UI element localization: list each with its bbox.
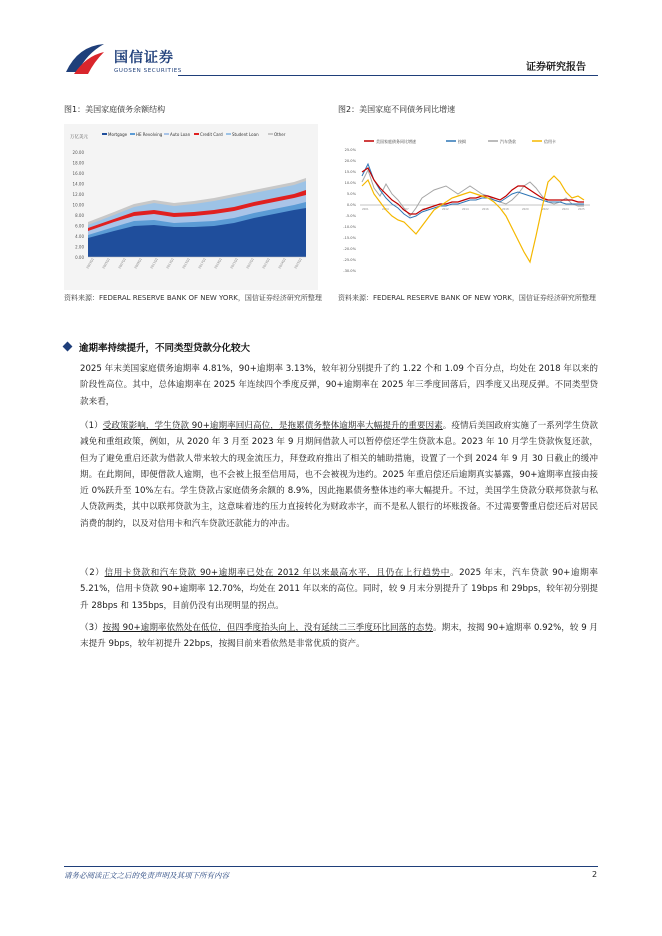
legend-credit-card: Credit Card	[200, 132, 223, 137]
legend-student-loan: Student Loan	[232, 132, 259, 137]
figure2-source: 资料来源：FEDERAL RESERVE BANK OF NEW YORK，国信证券经济研究所整理	[338, 294, 596, 302]
svg-text:-10.0%: -10.0%	[343, 225, 356, 229]
document-type: 证券研究报告	[526, 62, 586, 73]
svg-text:2020: 2020	[522, 208, 529, 211]
paragraph-2: （1）受政策影响，学生贷款 90+逾期率回归高位，是拖累债务整体逾期率大幅提升的重要因素。疫情后美国政府实施了一系列学生贷款减免和重组政策，例如，从 2020 年 3 月至 2023 年 9 月期间借款人可以暂停偿还学生贷款本息。2023 年 10 月学生贷款恢复还款，但为了避免重启还款为借款人带来较大的现金流压力，拜登政府推出了相关的辅助措施，设置了一个到 2024 年 9 月 30 日截止的缓冲期。在此期间，即便借款人逾期，也不会被上报至信用局，也不会被视为违约。2025 年重启偿还后逾期真实暴露，90+逾期率直接由接近 0%跃升至 10%左右。学生贷款占家庭债务余额的 8.9%，因此拖累债务整体违约率大幅提升。不过，美国学生贷款分联邦贷款与私人贷款两类，其中以联邦贷款为主，这意味着违约压力直接转化为财政赤字，而不是私人银行的坏账拨备。不过需要警重启偿还后对居民消费的制约，以及对信用卡和汽车贷款还款能力的冲击。	[80, 421, 598, 529]
legend-household-debt: 美国家庭债务同比增速	[376, 139, 416, 144]
legend-auto-loan: Auto Loan	[170, 132, 191, 137]
figure1-title: 图1：美国家庭债务余额结构	[64, 105, 166, 114]
svg-text:-25.0%: -25.0%	[343, 258, 356, 262]
svg-text:2025: 2025	[578, 208, 585, 211]
svg-text:2022Q1: 2022Q1	[245, 257, 255, 270]
svg-text:2019Q1: 2019Q1	[213, 257, 223, 270]
svg-text:20.00: 20.00	[72, 150, 84, 155]
company-logo	[64, 42, 106, 76]
svg-text:10.00: 10.00	[72, 202, 84, 208]
legend-auto-loan: 汽车贷款	[500, 139, 516, 144]
paragraph-3-key-point: 信用卡贷款和汽车贷款 90+逾期率已处在 2012 年以来最高水平，且仍在上行趋势中	[104, 568, 450, 578]
legend-other: Other	[274, 132, 286, 137]
svg-text:2001: 2001	[362, 208, 369, 211]
section-title-text: 逾期率持续提升，不同类型贷款分化较大	[79, 343, 251, 354]
legend-he-revolving: HE Revolving	[136, 132, 163, 137]
figure1-unit: 万亿美元	[70, 135, 88, 140]
paragraph-4-key-point: 按揭 90+逾期率依然处在低位，但四季度抬头向上，没有延续二三季度环比回落的态势	[102, 623, 433, 633]
svg-text:25.0%: 25.0%	[344, 148, 356, 152]
svg-text:12.00: 12.00	[72, 192, 84, 197]
svg-text:15.0%: 15.0%	[344, 170, 356, 174]
figure2-title: 图2：美国家庭不同债务同比增速	[338, 105, 456, 114]
svg-text:2024: 2024	[562, 208, 569, 211]
svg-text:2022: 2022	[542, 208, 549, 211]
svg-text:-30.0%: -30.0%	[343, 269, 356, 273]
svg-text:2013Q1: 2013Q1	[165, 257, 175, 270]
paragraph-1: 2025 年末美国家庭债务逾期率 4.81%，90+逾期率 3.13%，较年初分别提升了约 1.22 个和 1.09 个百分点，均处在 2018 年以来的阶段性高位。其中，总体逾期率在 2025 年连续四个季度反弹，90+逾期率在 2025 年三季度回落后，四季度又出现反弹。不同类型贷款来看，	[80, 364, 598, 407]
paragraph-4: （3）按揭 90+逾期率依然处在低位，但四季度抬头向上，没有延续二三季度环比回落的态势。期末，按揭 90+逾期率 0.92%，较 9 月末提升 9bps，较年初提升 22bps，按揭目前来看依然是非常优质的资产。	[80, 623, 598, 650]
svg-text:2007: 2007	[402, 208, 409, 211]
figure1-chart	[64, 124, 318, 290]
diamond-bullet-icon	[63, 342, 73, 352]
footer-rule	[64, 866, 598, 867]
svg-text:2025Q1: 2025Q1	[293, 257, 303, 270]
svg-text:-5.0%: -5.0%	[345, 214, 356, 218]
section-title	[64, 340, 250, 354]
svg-text:2018: 2018	[502, 208, 509, 211]
svg-text:2012: 2012	[442, 208, 449, 211]
svg-text:2005Q1: 2005Q1	[101, 257, 111, 270]
svg-text:6.00: 6.00	[75, 223, 84, 229]
svg-text:2016: 2016	[482, 208, 489, 211]
svg-text:2014: 2014	[462, 208, 469, 211]
svg-text:2021Q1: 2021Q1	[229, 257, 239, 270]
header-rule	[178, 75, 598, 76]
svg-text:14.00: 14.00	[72, 181, 84, 187]
svg-text:5.0%: 5.0%	[346, 192, 356, 196]
svg-text:8.00: 8.00	[75, 213, 84, 218]
footer-disclaimer: 请务必阅读正文之后的免责声明及其项下所有内容	[64, 871, 229, 880]
svg-text:-15.0%: -15.0%	[343, 236, 356, 240]
figure1-source: 资料来源：FEDERAL RESERVE BANK OF NEW YORK，国信证券经济研究所整理	[64, 294, 322, 302]
svg-text:0.00: 0.00	[75, 255, 84, 260]
svg-text:2015Q1: 2015Q1	[181, 257, 191, 270]
page-number: 2	[592, 870, 598, 879]
legend-mortgage: Mortgage	[108, 132, 128, 137]
svg-text:10.0%: 10.0%	[344, 181, 356, 185]
svg-text:2007Q1: 2007Q1	[117, 257, 127, 270]
legend-credit-card: 信用卡	[544, 139, 556, 144]
svg-text:4.00: 4.00	[75, 234, 84, 239]
svg-text:2.00: 2.00	[75, 244, 84, 250]
svg-text:0.0%: 0.0%	[346, 203, 356, 207]
svg-text:20.0%: 20.0%	[344, 159, 356, 163]
paragraph-2-key-point: 受政策影响，学生贷款 90+逾期率回归高位，是拖累债务整体逾期率大幅提升的重要因素	[102, 421, 443, 431]
svg-text:18.00: 18.00	[72, 160, 84, 166]
svg-text:2023Q1: 2023Q1	[261, 257, 271, 270]
svg-text:2009Q1: 2009Q1	[133, 257, 143, 270]
svg-text:2011Q1: 2011Q1	[149, 257, 159, 270]
svg-text:2004: 2004	[382, 208, 389, 211]
svg-text:2010: 2010	[422, 208, 429, 211]
svg-text:2003Q1: 2003Q1	[85, 257, 95, 270]
company-name-en: GUOSEN SECURITIES	[114, 68, 182, 74]
svg-text:16.00: 16.00	[72, 171, 84, 176]
svg-text:-20.0%: -20.0%	[343, 247, 356, 251]
logo-mark-icon	[64, 42, 106, 76]
paragraph-3: （2）信用卡贷款和汽车贷款 90+逾期率已处在 2012 年以来最高水平，且仍在上行趋势中。2025 年末，汽车贷款 90+逾期率 5.21%，信用卡贷款 90+逾期率 12.70%，均处在 2011 年以来的高位。同时，较 9 月末分别提升了 19bps 和 29bps，较年初分别提升 28bps 和 135bps，目前仍没有出现明显的拐点。	[80, 568, 599, 611]
svg-text:2017Q1: 2017Q1	[197, 257, 207, 270]
company-name-cn: 国信证券	[114, 50, 174, 66]
svg-text:2024Q1: 2024Q1	[277, 257, 287, 270]
figure2-chart	[338, 124, 598, 290]
legend-mortgage: 按揭	[458, 139, 466, 144]
